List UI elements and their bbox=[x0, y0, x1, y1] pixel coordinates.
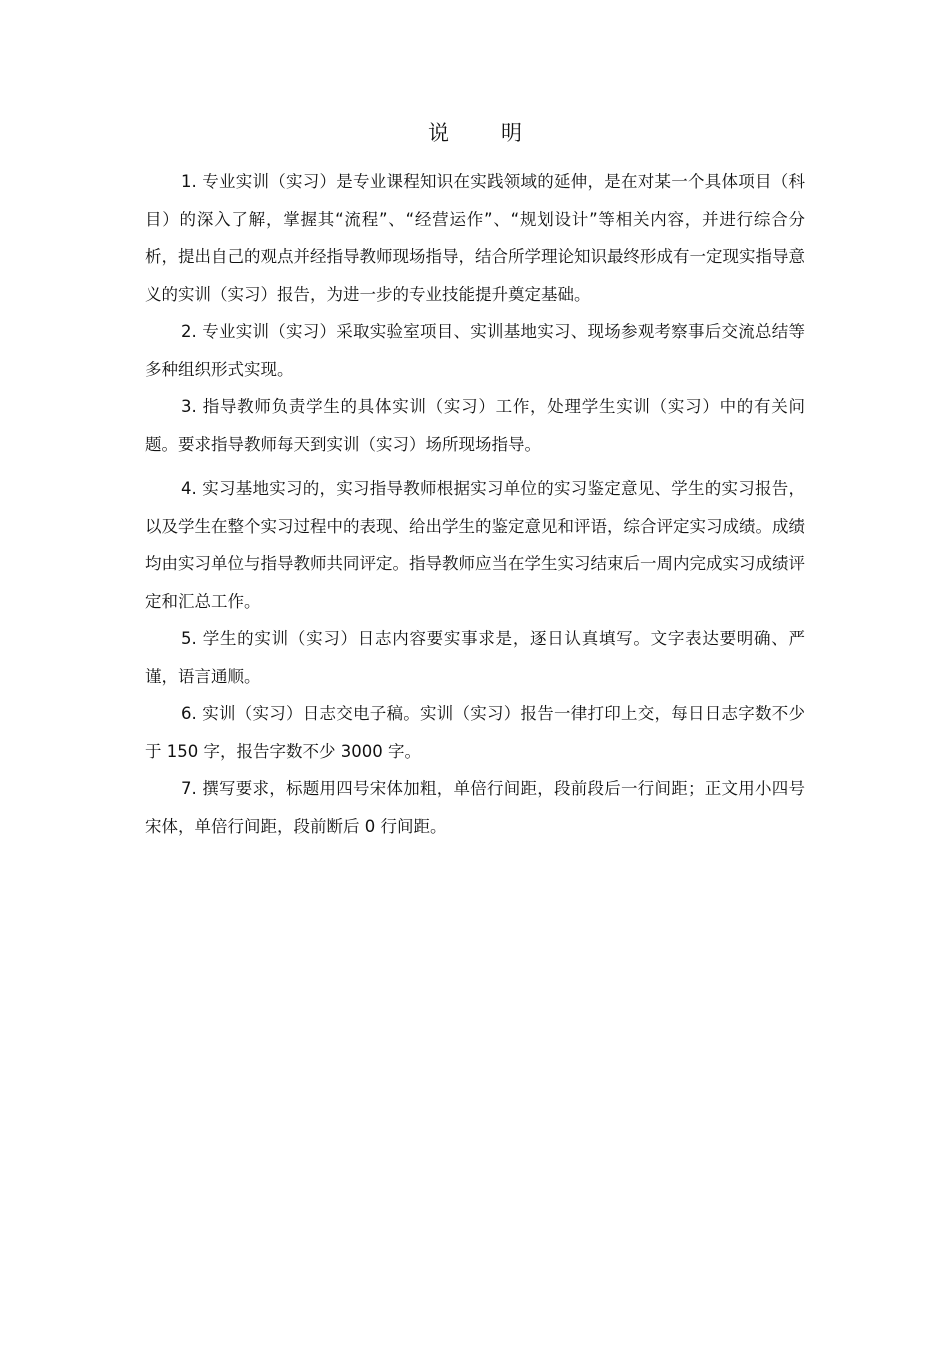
paragraph-2: 2. 专业实训（实习）采取实验室项目、实训基地实习、现场参观考察事后交流总结等多种组织形式实现。 bbox=[145, 322, 805, 379]
paragraph-3: 3. 指导教师负责学生的具体实训（实习）工作，处理学生实训（实习）中的有关问题。要求指导教师每天到实训（实习）场所现场指导。 bbox=[145, 397, 805, 454]
paragraph-5: 5. 学生的实训（实习）日志内容要实事求是，逐日认真填写。文字表达要明确、严谨，语言通顺。 bbox=[145, 629, 805, 686]
paragraph-4: 4. 实习基地实习的，实习指导教师根据实习单位的实习鉴定意见、学生的实习报告，以及学生在整个实习过程中的表现、给出学生的鉴定意见和评语，综合评定实习成绩。成绩均由实习单位与指导教师共同评定。指导教师应当在学生实习结束后一周内完成实习成绩评定和汇总工作。 bbox=[145, 479, 805, 611]
paragraph-1: 1. 专业实训（实习）是专业课程知识在实践领域的延伸，是在对某一个具体项目（科目）的深入了解，掌握其“流程”、“经营运作”、“规划设计”等相关内容，并进行综合分析，提出自己的观点并经指导教师现场指导，结合所学理论知识最终形成有一定现实指导意义的实训（实习）报告，为进一步的专业技能提升奠定基础。 bbox=[145, 172, 805, 304]
paragraph-7: 7. 撰写要求，标题用四号宋体加粗，单倍行间距，段前段后一行间距；正文用小四号宋体，单倍行间距，段前断后 0 行间距。 bbox=[145, 779, 805, 836]
paragraph-6: 6. 实训（实习）日志交电子稿。实训（实习）报告一律打印上交，每日日志字数不少于 150 字，报告字数不少 3000 字。 bbox=[145, 704, 805, 761]
page-title: 说明 bbox=[428, 121, 574, 145]
instructions-body bbox=[145, 163, 805, 845]
